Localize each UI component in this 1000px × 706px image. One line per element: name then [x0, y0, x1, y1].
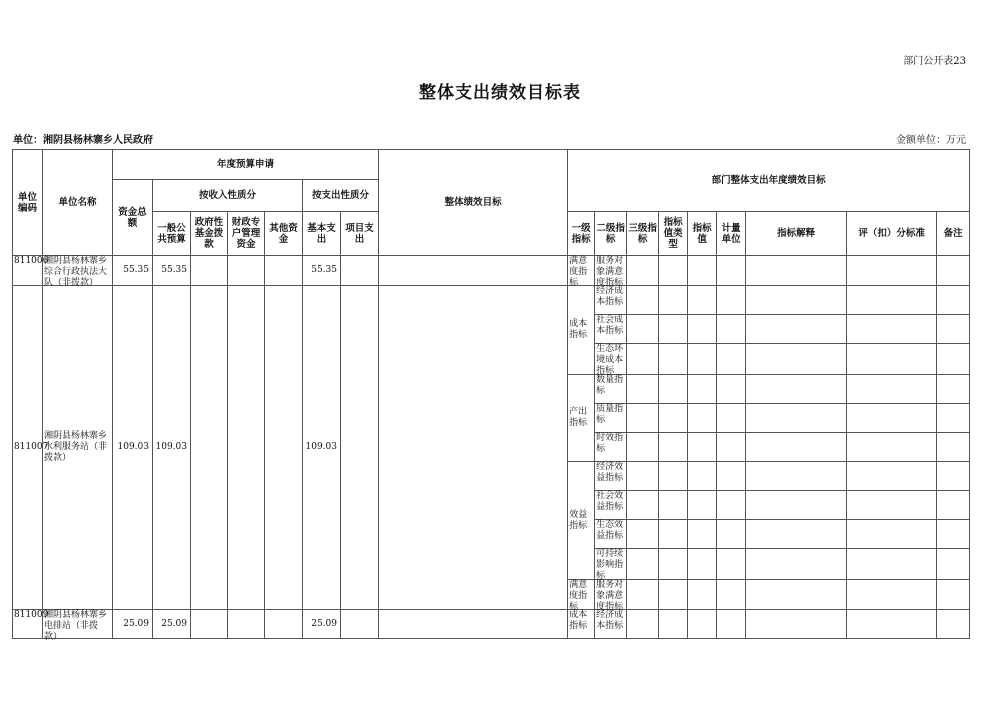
level2-cell: 时效指标 [595, 433, 627, 462]
col-overall-goal: 整体绩效目标 [379, 150, 568, 256]
level1-cell: 效益指标 [568, 462, 595, 580]
col-measure-unit: 计量单位 [717, 212, 746, 256]
basic-expense-cell: 109.03 [303, 286, 341, 610]
col-general-public: 一般公共预算 [153, 212, 191, 256]
unit-code-cell: 811009 [13, 610, 43, 639]
level2-cell: 经济成本指标 [595, 286, 627, 315]
level2-cell: 生态效益指标 [595, 520, 627, 549]
col-basic-expense: 基本支出 [303, 212, 341, 256]
level2-cell: 经济成本指标 [595, 610, 627, 639]
overall-goal-cell [379, 610, 568, 639]
level2-cell: 经济效益指标 [595, 462, 627, 491]
level2-cell: 社会效益指标 [595, 491, 627, 520]
col-explanation: 指标解释 [746, 212, 847, 256]
total-funds-cell: 55.35 [113, 256, 153, 286]
level1-cell: 满意度指标 [568, 580, 595, 610]
level2-cell: 数量指标 [595, 375, 627, 404]
overall-goal-cell [379, 256, 568, 286]
general-public-cell: 109.03 [153, 286, 191, 610]
col-level3: 三级指标 [627, 212, 659, 256]
table-row [13, 286, 970, 315]
col-total-funds: 资金总额 [113, 180, 153, 256]
basic-expense-cell: 55.35 [303, 256, 341, 286]
col-dept-goal: 部门整体支出年度绩效目标 [568, 150, 970, 212]
total-funds-cell: 25.09 [113, 610, 153, 639]
level2-cell: 可持续影响指标 [595, 549, 627, 580]
level2-cell: 服务对象满意度指标 [595, 580, 627, 610]
level1-cell: 满意度指标 [568, 256, 595, 286]
col-level2: 二级指标 [595, 212, 627, 256]
general-public-cell: 25.09 [153, 610, 191, 639]
table-number: 部门公开表23 [903, 56, 966, 67]
col-value-type: 指标值类型 [659, 212, 688, 256]
unit-code-cell: 811007 [13, 286, 43, 610]
col-fiscal-special: 财政专户管理资金 [228, 212, 265, 256]
level2-cell: 社会成本指标 [595, 315, 627, 344]
col-annual-budget: 年度预算申请 [113, 150, 379, 180]
level1-cell: 成本指标 [568, 610, 595, 639]
level2-cell: 质量指标 [595, 404, 627, 433]
unit-label: 单位：湘阴县杨林寨乡人民政府 [13, 135, 153, 146]
unit-code-cell: 811006 [13, 256, 43, 286]
page-title: 整体支出绩效目标表 [419, 83, 581, 103]
level1-cell: 产出指标 [568, 375, 595, 462]
col-project-expense: 项目支出 [341, 212, 379, 256]
col-remark: 备注 [937, 212, 970, 256]
col-value: 指标值 [688, 212, 717, 256]
col-unit-name: 单位名称 [43, 150, 113, 256]
total-funds-cell: 109.03 [113, 286, 153, 610]
col-other-funds: 其他资金 [265, 212, 303, 256]
unit-name-cell: 湘阴县杨林寨乡水利服务站（非拨款） [43, 286, 113, 610]
col-by-expense: 按支出性质分 [303, 180, 379, 212]
level1-cell: 成本指标 [568, 286, 595, 375]
amount-unit-label: 金额单位：万元 [896, 135, 966, 146]
level2-cell: 服务对象满意度指标 [595, 256, 627, 286]
col-gov-fund: 政府性基金拨款 [191, 212, 228, 256]
col-by-income: 按收入性质分 [153, 180, 303, 212]
unit-name-cell: 湘阴县杨林寨乡电排站（非拨款） [43, 610, 113, 639]
col-unit-code: 单位编码 [13, 150, 43, 256]
overall-goal-cell [379, 286, 568, 610]
level2-cell: 生态环境成本指标 [595, 344, 627, 375]
unit-name-cell: 湘阴县杨林寨乡综合行政执法大队（非拨款） [43, 256, 113, 286]
col-level1: 一级指标 [568, 212, 595, 256]
performance-table [12, 149, 970, 642]
table-row [13, 610, 970, 639]
basic-expense-cell: 25.09 [303, 610, 341, 639]
table-row [13, 256, 970, 286]
col-scoring: 评（扣）分标准 [847, 212, 937, 256]
general-public-cell: 55.35 [153, 256, 191, 286]
